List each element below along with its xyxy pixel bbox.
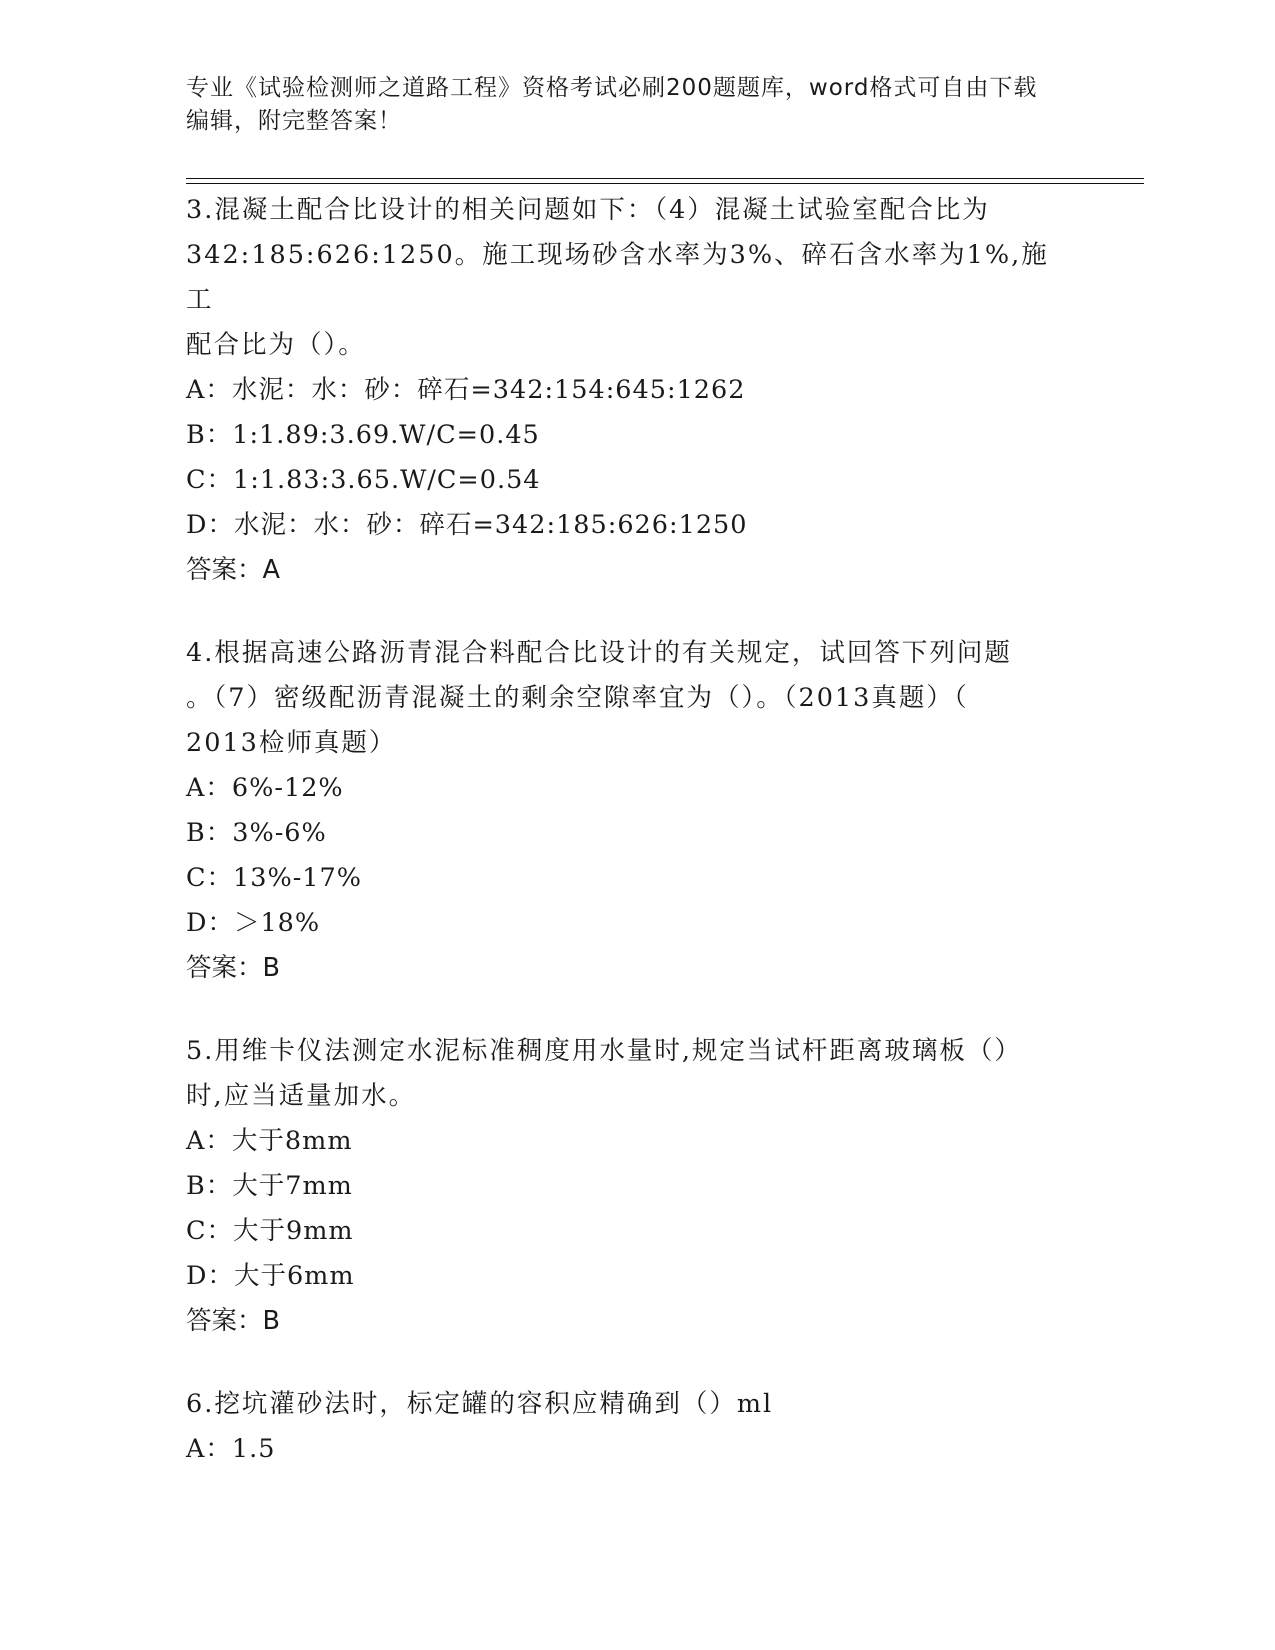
answer: 答案：A bbox=[186, 555, 280, 585]
document-header bbox=[186, 72, 1066, 138]
spacer bbox=[186, 593, 1066, 631]
option-a: A：水泥：水：砂：碎石=342:154:645:1262 bbox=[186, 375, 746, 405]
header-rule-bottom bbox=[186, 183, 1144, 184]
option-b: B：1:1.89:3.69.W/C=0.45 bbox=[186, 420, 540, 450]
option-d: D：水泥：水：砂：碎石=342:185:626:1250 bbox=[186, 510, 748, 540]
spacer bbox=[186, 1344, 1066, 1382]
question-stem-line: 3.混凝土配合比设计的相关问题如下：（4）混凝土试验室配合比为 bbox=[186, 195, 990, 225]
option-d: D：大于6mm bbox=[186, 1261, 355, 1291]
option-b: B：大于7mm bbox=[186, 1171, 353, 1201]
question-stem-line: 。（7）密级配沥青混凝土的剩余空隙率宜为（）。（2013真题）（ bbox=[186, 683, 969, 713]
question-3 bbox=[186, 188, 1066, 593]
question-list bbox=[186, 188, 1066, 1472]
spacer bbox=[186, 991, 1066, 1029]
question-stem-line: 342:185:626:1250。施工现场砂含水率为3%、碎石含水率为1%,施工 bbox=[186, 240, 1049, 315]
header-line-1: 专业《试验检测师之道路工程》资格考试必刷200题题库，word格式可自由下载 bbox=[186, 75, 1038, 101]
option-a: A：6%-12% bbox=[186, 773, 344, 803]
question-stem-line: 配合比为（）。 bbox=[186, 330, 366, 360]
option-a: A：1.5 bbox=[186, 1434, 276, 1464]
question-6 bbox=[186, 1382, 1066, 1472]
header-rule-top bbox=[186, 178, 1144, 179]
option-c: C：1:1.83:3.65.W/C=0.54 bbox=[186, 465, 541, 495]
option-c: C：13%-17% bbox=[186, 863, 362, 893]
question-stem-line: 6.挖坑灌砂法时，标定罐的容积应精确到（）ml bbox=[186, 1389, 774, 1419]
question-stem-line: 2013检师真题） bbox=[186, 728, 397, 758]
option-d: D：＞18% bbox=[186, 908, 321, 938]
header-line-2: 编辑，附完整答案！ bbox=[186, 108, 402, 134]
option-b: B：3%-6% bbox=[186, 818, 327, 848]
question-stem-line: 5.用维卡仪法测定水泥标准稠度用水量时,规定当试杆距离玻璃板（） bbox=[186, 1036, 1022, 1066]
option-c: C：大于9mm bbox=[186, 1216, 354, 1246]
question-stem-line: 时,应当适量加水。 bbox=[186, 1081, 417, 1111]
answer: 答案：B bbox=[186, 953, 280, 983]
question-stem-line: 4.根据高速公路沥青混合料配合比设计的有关规定，试回答下列问题 bbox=[186, 638, 1012, 668]
answer: 答案：B bbox=[186, 1306, 280, 1336]
option-a: A：大于8mm bbox=[186, 1126, 353, 1156]
question-4 bbox=[186, 631, 1066, 991]
question-5 bbox=[186, 1029, 1066, 1344]
